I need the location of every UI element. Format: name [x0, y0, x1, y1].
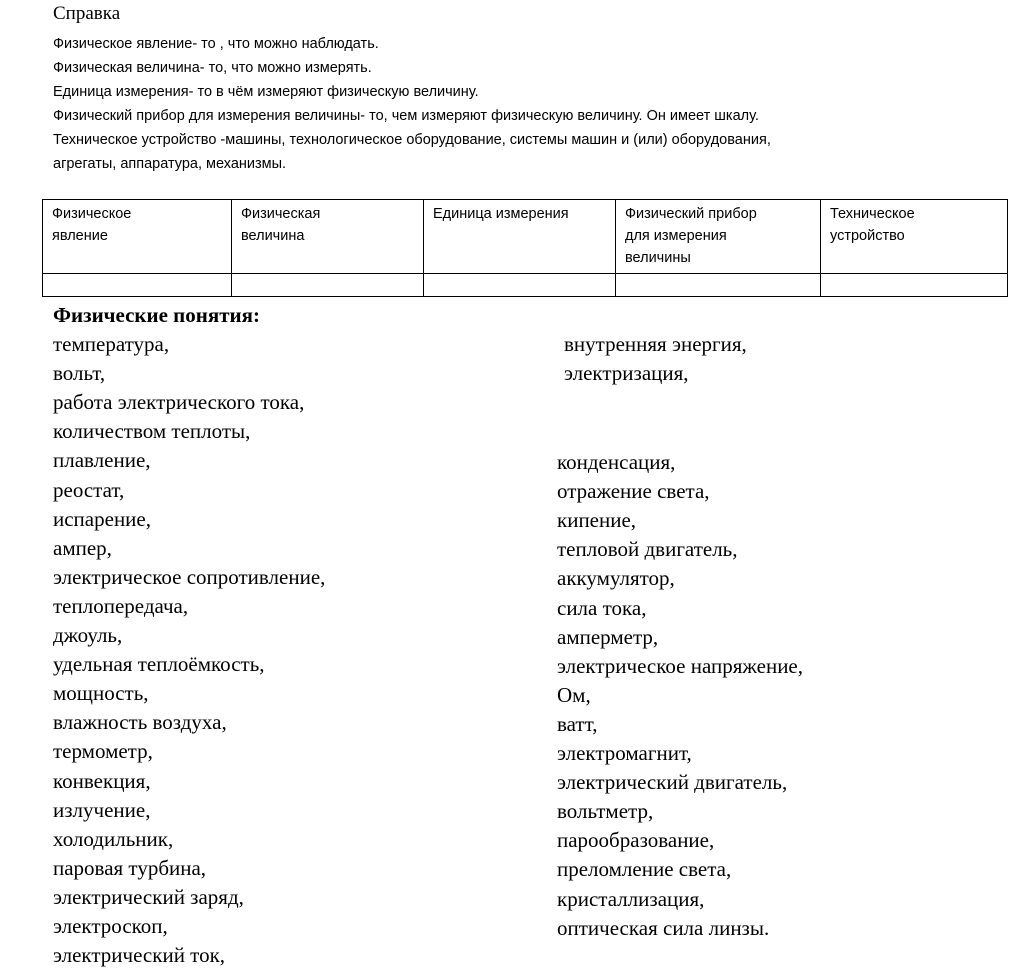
- header-unit: [424, 200, 616, 274]
- table-cell[interactable]: [43, 274, 232, 297]
- concept-item: холодильник,: [53, 826, 174, 851]
- definition-unit: Единица измерения- то в чём измеряют физическую величину.: [53, 84, 479, 100]
- header-physical-phenomenon: [43, 200, 232, 274]
- concept-item: температура,: [53, 332, 170, 356]
- concept-item: конвекция,: [53, 768, 151, 793]
- definition-device-continued: агрегаты, аппаратура, механизмы.: [53, 156, 287, 172]
- concept-item: испарение,: [53, 506, 151, 531]
- table-cell[interactable]: [424, 274, 616, 297]
- concept-item: вольт,: [53, 361, 106, 386]
- header-instrument: [616, 200, 821, 274]
- concepts-title: Физические понятия:: [53, 303, 261, 327]
- header-line: Физическая: [241, 206, 321, 222]
- header-line: для измерения: [625, 228, 727, 244]
- concept-item: работа электрического тока,: [53, 390, 305, 415]
- table-row: [43, 274, 1008, 297]
- concept-item: электрическое напряжение,: [557, 653, 804, 678]
- header-line: величины: [625, 250, 691, 266]
- concept-item: кипение,: [557, 508, 637, 533]
- definition-physical-phenomenon: Физическое явление- то , что можно наблюдать.: [53, 36, 379, 52]
- concept-item: сила тока,: [557, 595, 647, 620]
- concept-item: амперметр,: [557, 624, 659, 649]
- concept-item: электрическое сопротивление,: [53, 564, 326, 589]
- header-line: явление: [52, 228, 108, 244]
- classification-table: [42, 199, 1008, 297]
- concept-item: количеством теплоты,: [53, 419, 251, 444]
- concept-item: излучение,: [53, 797, 151, 822]
- concept-item: внутренняя энергия,: [564, 332, 747, 356]
- concept-item: паровая турбина,: [53, 855, 207, 880]
- concept-item: Ом,: [557, 682, 591, 707]
- concept-item: электрический заряд,: [53, 884, 244, 909]
- header-line: устройство: [830, 228, 905, 244]
- definition-instrument: Физический прибор для измерения величины- то, чем измеряют физическую величину. Он имеет шкалу.: [53, 108, 759, 124]
- header-line: величина: [241, 228, 305, 244]
- concept-item: конденсация,: [557, 450, 676, 474]
- concept-item: удельная теплоёмкость,: [53, 652, 265, 677]
- header-physical-quantity: [232, 200, 424, 274]
- concept-item: вольтметр,: [557, 799, 654, 824]
- concept-item: плавление,: [53, 448, 151, 473]
- concept-item: теплопередача,: [53, 593, 189, 618]
- concept-item: электроскоп,: [53, 914, 168, 938]
- header-line: Техническое: [830, 206, 915, 222]
- concept-item: кристаллизация,: [557, 886, 705, 911]
- definition-device: Техническое устройство -машины, технологическое оборудование, системы машин и (или) оборудования,: [53, 132, 771, 148]
- header-technical-device: [821, 200, 1008, 274]
- concept-item: электрический ток,: [53, 943, 226, 968]
- concept-item: аккумулятор,: [557, 566, 675, 591]
- concept-item: парообразование,: [557, 828, 715, 853]
- table-cell[interactable]: [232, 274, 424, 297]
- concept-item: отражение света,: [557, 479, 710, 504]
- concept-item: реостат,: [53, 477, 125, 502]
- concept-item: влажность воздуха,: [53, 710, 227, 735]
- table-header-row: [43, 200, 1008, 274]
- concept-item: электризация,: [564, 361, 689, 385]
- concept-item: электромагнит,: [557, 741, 692, 765]
- concept-item: термометр,: [53, 739, 153, 764]
- concept-item: преломление света,: [557, 857, 732, 882]
- definition-physical-quantity: Физическая величина- то, что можно измерять.: [53, 60, 372, 76]
- concept-item: электрический двигатель,: [557, 770, 788, 795]
- concept-item: ватт,: [557, 711, 598, 736]
- concept-item: мощность,: [53, 681, 149, 706]
- table-cell[interactable]: [821, 274, 1008, 297]
- table-cell[interactable]: [616, 274, 821, 297]
- header-line: Физическое: [52, 206, 132, 222]
- header-line: Единица измерения: [433, 206, 569, 222]
- reference-heading: Справка: [53, 3, 121, 24]
- concept-item: ампер,: [53, 535, 112, 560]
- concept-item: тепловой двигатель,: [557, 537, 738, 562]
- concept-item: джоуль,: [53, 623, 123, 647]
- header-line: Физический прибор: [625, 206, 757, 222]
- concept-item: оптическая сила линзы.: [557, 915, 770, 940]
